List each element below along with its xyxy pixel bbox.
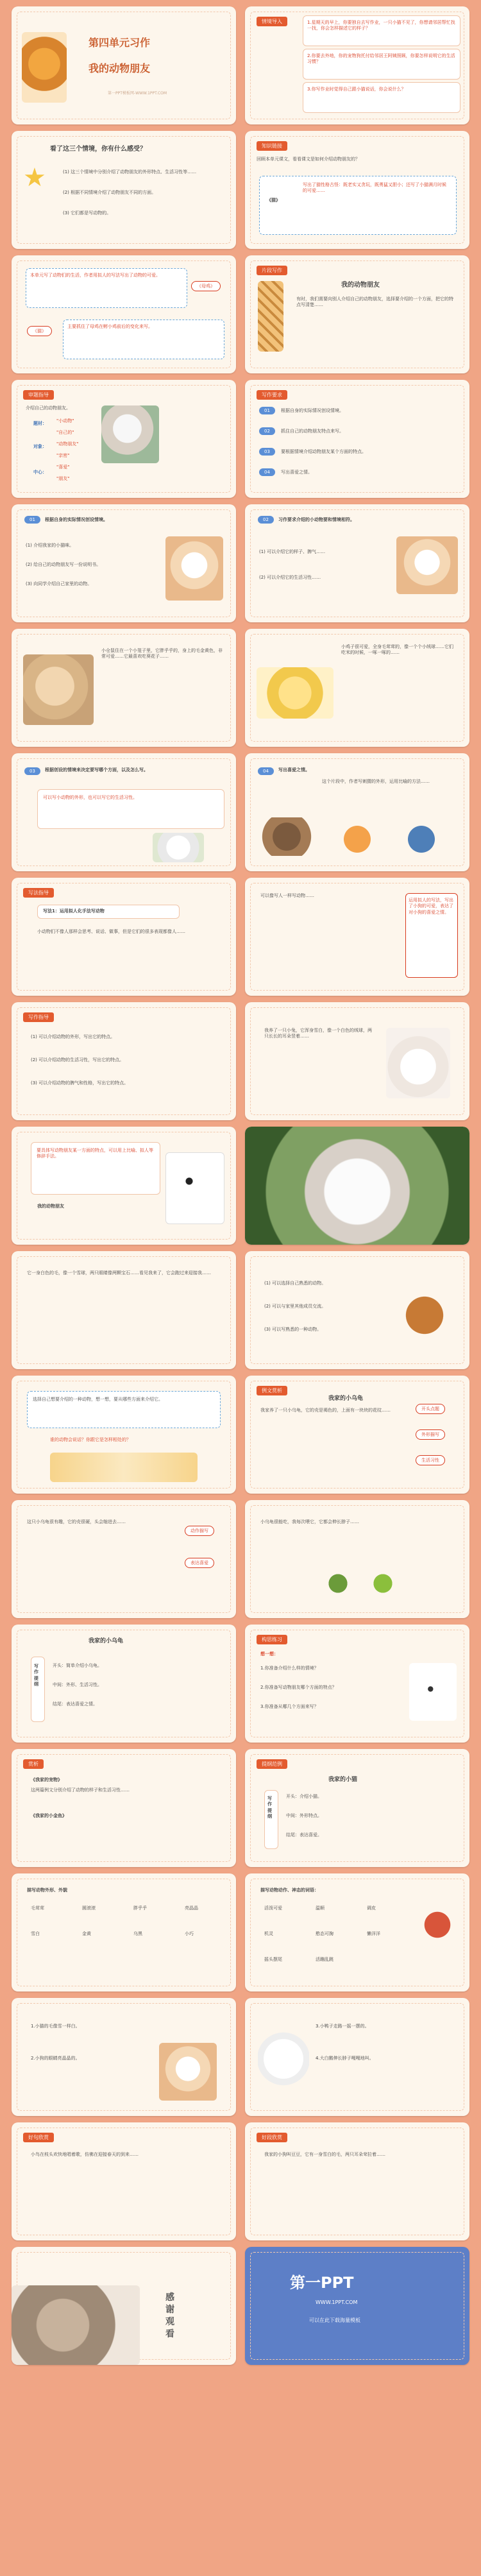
section-tag: 写作要求 — [257, 390, 287, 400]
keyword-4: "亲密" — [56, 453, 70, 458]
word-7: 摇头摆尾 — [264, 1957, 282, 1962]
slide-10 — [245, 504, 469, 622]
num-badge-1: 01 — [259, 407, 275, 414]
section-tag: 好句欣赏 — [23, 2133, 54, 2142]
word-2: 圆滚滚 — [82, 1906, 96, 1911]
method-body: 小动物们不像人那样会思考、说话、做事，但是它们的很多表现都像人…… — [37, 929, 185, 934]
slide-4 — [245, 131, 469, 249]
sentence-1: 1.小猫的毛像雪一样白。 — [31, 2024, 80, 2029]
answer-2: (2) 根据不同情境介绍了动物朋友不同的方面。 — [63, 190, 156, 195]
section-tag: 知识链接 — [257, 141, 287, 151]
task-card — [27, 1391, 221, 1428]
star-icon: ★ — [23, 163, 46, 192]
intro-text: 介绍自己的动物朋友。 — [26, 405, 71, 411]
example-2: (2) 给自己的动物朋友写一份说明书。 — [26, 562, 101, 567]
white-kitten-photo — [245, 1127, 469, 1245]
example-2: (2) 可以介绍它的生活习性…… — [259, 575, 321, 580]
lion-image — [22, 32, 67, 103]
dog-illustration — [409, 1663, 457, 1721]
slide-19 — [12, 1127, 236, 1245]
note-3: 生活习性 — [416, 1455, 445, 1465]
section-title: 我的动物朋友 — [341, 282, 380, 289]
slide-7 — [12, 380, 236, 498]
tip-text: 可以写小动物的外形，也可以写它的生活习性。 — [43, 795, 137, 800]
chick-image — [257, 667, 333, 719]
scenario-card-2 — [303, 49, 460, 80]
brand-caption: 可以在此下载海量模板 — [309, 2317, 360, 2323]
analysis-text: 这两篇例文分别介绍了动物的样子和生活习性…… — [31, 1787, 130, 1793]
kids-image — [50, 1453, 198, 1482]
word-3: 调皮 — [367, 1906, 376, 1911]
kitten-toy-image — [335, 820, 380, 858]
num-badge-2: 02 — [259, 427, 275, 435]
keyword-2: "自己的" — [56, 430, 74, 435]
num-badge: 04 — [258, 767, 274, 775]
summary-text-2: 主要抓住了母鸡在孵小鸡前后的变化来写。 — [67, 324, 153, 329]
outline-3: 结尾：表达喜爱。 — [286, 1832, 322, 1838]
question-text: 习作要求介绍的小动物要和情境相符。 — [278, 517, 355, 522]
outline-2: 中间：外形、生活习性。 — [53, 1682, 102, 1687]
section-tag: 提纲范例 — [257, 1759, 287, 1769]
section-tag: 写作指导 — [23, 1012, 54, 1022]
outline-2: 中间：外形特点。 — [286, 1813, 322, 1818]
keyword-5: "喜爱" — [56, 465, 70, 470]
paragraph-text: 小鸟在枝头欢快地唱着歌，仿佛在迎接春天的到来…… — [31, 2152, 139, 2157]
slide-20 — [245, 1127, 469, 1245]
answer-3: (3) 它们都是写动物的。 — [63, 210, 112, 216]
note-card — [405, 893, 458, 978]
guide-3: (3) 可以介绍动物的脾气和性格，写出它的特点。 — [31, 1080, 129, 1086]
slide-5 — [12, 255, 236, 373]
word-2: 温顺 — [316, 1906, 325, 1911]
goose-image — [258, 2024, 309, 2094]
word-8: 活蹦乱跳 — [316, 1957, 333, 1962]
slide-21 — [12, 1251, 236, 1369]
puppy-image — [396, 536, 458, 594]
essay-body: 这只小乌龟很有趣，它的壳很硬，头会缩进去…… — [27, 1519, 126, 1524]
outline-3: 结尾：表达喜爱之情。 — [53, 1702, 97, 1707]
scenario-text-1: 1.星期天的早上，你要独自去写作业，一只小猫不见了，你想请邻居帮忙找一找，你会怎样描述它的样子？ — [307, 20, 455, 31]
slide-17 — [12, 1002, 236, 1120]
method-title-box — [37, 905, 180, 919]
question-2: 2.你准备写动物朋友哪个方面的特点？ — [260, 1685, 337, 1690]
scenario-text-3: 3.你写作业时觉得自己跟小猫说话，你会说什么？ — [307, 87, 406, 92]
section-tag: 片段写作 — [257, 266, 287, 275]
slide-37 — [12, 2247, 236, 2365]
tip-card — [31, 1142, 160, 1195]
puppy-image — [159, 2043, 217, 2101]
scenario-card-3 — [303, 82, 460, 113]
book-body: 写出了猫性格古怪：既老实又贪玩，既勇猛又胆小；还写了小猫满月时候的可爱…… — [303, 182, 446, 194]
turtle-image-1 — [322, 1571, 354, 1596]
num-badge: 01 — [24, 516, 40, 524]
requirement-2: 抓住自己的动物朋友特点来写。 — [281, 429, 344, 434]
keyword-6: "朋友" — [56, 476, 70, 481]
note-text: 运用拟人的写法，写出了小狗的可爱，表达了对小狗的喜爱之情。 — [409, 898, 453, 915]
footer-text: 第一PPT模板网-WWW.1PPT.COM — [108, 91, 167, 96]
answer-1: (1) 这三个情境中分别介绍了动物朋友的外形特点、生活习性等…… — [63, 169, 197, 175]
slide-25 — [12, 1500, 236, 1618]
slide-9 — [12, 504, 236, 622]
essay-body: 小乌龟很能吃，我每次喂它，它都会伸长脖子…… — [260, 1519, 359, 1524]
scenario-card-1 — [303, 15, 460, 46]
rooster-image — [418, 1899, 457, 1950]
essay-body: 我家养了一只小乌龟，它的壳是褐色的，上面有一块块的花纹…… — [260, 1408, 391, 1413]
slide-38 — [245, 2247, 469, 2365]
tip-1: (1) 可以选择自己熟悉的动物。 — [264, 1281, 326, 1286]
question-text: 根据创设的情境来决定要写哪个方面，以及怎么写。 — [45, 767, 148, 772]
slide-6 — [245, 255, 469, 373]
hedgehog-image — [258, 817, 316, 856]
slide-32 — [245, 1873, 469, 1992]
slide-3 — [12, 131, 236, 249]
question-text: 根据自身的实际情况创设情境。 — [45, 517, 108, 522]
word-4: 亮晶晶 — [185, 1906, 198, 1911]
slide-30 — [245, 1749, 469, 1867]
num-badge: 03 — [24, 767, 40, 775]
note-2: 表达喜爱 — [185, 1558, 214, 1568]
outline-label: 写作提纲 — [34, 1664, 38, 1687]
slide-26 — [245, 1500, 469, 1618]
slide-18 — [245, 1002, 469, 1120]
section-tag: 赏析 — [23, 1759, 44, 1769]
section-title: 描写动物外形、外貌 — [27, 1888, 67, 1893]
slide-34 — [245, 1998, 469, 2116]
sentence-4: 4.大白鹅伸长脖子嘎嘎地叫。 — [316, 2056, 374, 2061]
guide-2: (2) 可以介绍动物的生活习性，写出它的特点。 — [31, 1057, 124, 1062]
summary-card-2 — [63, 320, 224, 359]
label-subject: 题材： — [33, 421, 47, 426]
note-text: 我的动物朋友 — [37, 1204, 64, 1209]
slide-27 — [12, 1625, 236, 1743]
intro-text: 回顾本单元课文，看看课文是如何介绍动物朋友的？ — [257, 157, 360, 162]
section-tag: 审题指导 — [23, 390, 54, 400]
slide-16 — [245, 878, 469, 996]
paragraph-text: 小仓鼠住在一个小笼子里，它胖乎乎的，身上的毛金黄色，非常可爱……它最喜欢吃葵花子…… — [101, 648, 223, 660]
slide-23 — [12, 1376, 236, 1494]
sentence-3: 3.小鸭子走路一摇一摆的。 — [316, 2024, 369, 2029]
outline-label-box — [31, 1657, 45, 1722]
slide-11 — [12, 629, 236, 747]
slide-36 — [245, 2122, 469, 2240]
outline-1: 开头：简单介绍小乌龟。 — [53, 1663, 102, 1668]
brand-logo: 第一PPT — [290, 2274, 354, 2292]
kitten-image — [101, 405, 159, 463]
slide-28 — [245, 1625, 469, 1743]
slide-22 — [245, 1251, 469, 1369]
task-text: 选择自己想要介绍的一种动物，想一想，要从哪些方面来介绍它。 — [33, 1397, 163, 1402]
section-body: 有时，我们需要向别人介绍自己的动物朋友，选择要介绍的一个方面，把它的特点写清楚…… — [296, 296, 453, 308]
slide-2 — [245, 6, 469, 124]
word-3: 胖乎乎 — [133, 1906, 147, 1911]
slide-24 — [245, 1376, 469, 1494]
word-5: 雪白 — [31, 1931, 40, 1936]
tip-text: 要具体写动物朋友某一方面的特点，可以用上比喻、拟人等修辞手法。 — [37, 1148, 153, 1159]
section-tag: 构思练习 — [257, 1635, 287, 1644]
keyword-3: "动物朋友" — [56, 441, 79, 447]
blue-toy-image — [399, 820, 444, 858]
paragraph-text: 它一身白色的毛，像一个雪球，两只眼睛像两颗宝石……看见我来了，它会跑过来迎接我…… — [27, 1270, 211, 1275]
question-1: 1.你准备介绍什么样的情境？ — [260, 1666, 319, 1671]
essay-1-title: 《我家的宠物》 — [31, 1777, 62, 1782]
summary-text-1: 本单元写了动物们的生活，作者用拟人的写法写出了动物的可爱。 — [30, 273, 160, 278]
section-tag: 例文赏析 — [257, 1386, 287, 1395]
question-text: 看了这三个情境，你有什么感受？ — [50, 146, 146, 153]
slide-title-line2: 我的动物朋友 — [89, 62, 151, 74]
word-7: 乌黑 — [133, 1931, 142, 1936]
brand-url: WWW.1PPT.COM — [316, 2299, 358, 2305]
book-pill-2: 《猫》 — [27, 326, 52, 336]
dalmatian-image — [165, 1152, 224, 1224]
outline-label-box — [264, 1790, 278, 1849]
example-1: (1) 介绍我家的小猫咪。 — [26, 543, 74, 548]
word-1: 毛茸茸 — [31, 1906, 44, 1911]
label-center: 中心： — [33, 470, 47, 475]
section-tag: 写法指导 — [23, 888, 54, 898]
essay-2-title: 《我家的小金鱼》 — [31, 1813, 67, 1818]
section-tag: 好段欣赏 — [257, 2133, 287, 2142]
outline-label: 写作提纲 — [267, 1796, 272, 1820]
tip-2: (2) 可以与家里其他成员交流。 — [264, 1304, 326, 1309]
hamster-image — [23, 654, 94, 725]
slide-13 — [12, 753, 236, 871]
num-badge-4: 04 — [259, 468, 275, 476]
word-5: 憨态可掬 — [316, 1931, 333, 1936]
method-title: 写法1：运用拟人化手法写动物 — [43, 908, 105, 914]
cat-photo — [12, 2285, 140, 2365]
book-pill-1: 《母鸡》 — [191, 281, 221, 291]
slide-1 — [12, 6, 236, 124]
word-1: 活泼可爱 — [264, 1906, 282, 1911]
section-title: 想一想： — [260, 1651, 278, 1657]
word-8: 小巧 — [185, 1931, 194, 1936]
paragraph-text: 我家的小狗叫豆豆，它有一身雪白的毛，两只耳朵耷拉着…… — [264, 2152, 385, 2157]
thanks-text: 感谢观看 — [165, 2292, 174, 2339]
scenario-text-2: 2.你要去外地，你的宠物狗托付给邻居王阿姨照顾，你要怎样说明它的生活习惯？ — [307, 53, 455, 65]
paragraph-text: 我养了一只小兔，它浑身雪白，像一个白色的绒球，两只长长的耳朵竖着…… — [264, 1028, 372, 1039]
sheep-image — [153, 833, 204, 862]
slide-33 — [12, 1998, 236, 2116]
example-3: (3) 向同学介绍自己家里的动物。 — [26, 581, 92, 586]
paragraph-text: 小鸡子很可爱，全身毛茸茸的，像一个个小绒球……它们吃米的时候，一啄一啄的…… — [341, 644, 453, 656]
label-object: 对象： — [33, 444, 47, 449]
word-6: 懒洋洋 — [367, 1931, 380, 1936]
word-6: 金黄 — [82, 1931, 91, 1936]
num-badge-3: 03 — [259, 448, 275, 456]
giraffe-image — [258, 281, 283, 352]
word-4: 机灵 — [264, 1931, 273, 1936]
slide-35 — [12, 2122, 236, 2240]
essay-title: 我家的小乌龟 — [89, 1638, 124, 1644]
example-1: (1) 可以介绍它的样子、脾气…… — [259, 549, 326, 554]
example-body: 可以像写人一样写动物…… — [260, 893, 314, 898]
requirement-1: 根据自身的实际情况创设情境。 — [281, 408, 344, 413]
tip-3: (3) 可以写熟悉的一种动物。 — [264, 1327, 322, 1332]
requirement-3: 要根据情境介绍动物朋友某个方面的特点。 — [281, 449, 366, 454]
slide-29 — [12, 1749, 236, 1867]
turtle-image-2 — [367, 1571, 399, 1596]
question-text: 谁的动物会说话？你跟它是怎样相处的？ — [50, 1437, 131, 1442]
essay-title: 我家的小乌龟 — [328, 1395, 364, 1402]
slide-title-line1: 第四单元习作 — [89, 37, 151, 49]
teddy-bear-image — [399, 1283, 450, 1347]
outline-1: 开头：介绍小猫。 — [286, 1794, 322, 1799]
rabbit-image — [386, 1028, 450, 1098]
num-badge: 02 — [258, 516, 274, 524]
note-1: 动作描写 — [185, 1526, 214, 1536]
sentence-2: 2.小狗的眼睛亮晶晶的。 — [31, 2056, 80, 2061]
slide-12 — [245, 629, 469, 747]
question-3: 3.你准备从哪几个方面来写？ — [260, 1704, 319, 1709]
guide-1: (1) 可以介绍动物的外形，写出它的特点。 — [31, 1034, 115, 1039]
note-1: 开头点题 — [416, 1404, 445, 1414]
slide-14 — [245, 753, 469, 871]
girl-pet-image — [165, 536, 223, 601]
tip-card — [37, 789, 224, 829]
paragraph-text: 这个片段中，作者写刺猬的外形，运用比喻的方法…… — [322, 779, 430, 784]
section-title: 描写动物动作、神态的词语： — [260, 1888, 319, 1893]
requirement-4: 写出喜爱之情。 — [281, 470, 312, 475]
slide-31 — [12, 1873, 236, 1992]
summary-card-1 — [26, 268, 187, 308]
slide-15 — [12, 878, 236, 996]
question-text: 写出喜爱之情。 — [278, 767, 310, 772]
slide-8 — [245, 380, 469, 498]
note-2: 外形描写 — [416, 1429, 445, 1440]
book-title: 《猫》 — [267, 198, 280, 203]
keyword-1: "小动物" — [56, 418, 74, 423]
section-tag: 情境导入 — [257, 17, 287, 26]
essay-title: 我家的小猫 — [328, 1777, 358, 1783]
